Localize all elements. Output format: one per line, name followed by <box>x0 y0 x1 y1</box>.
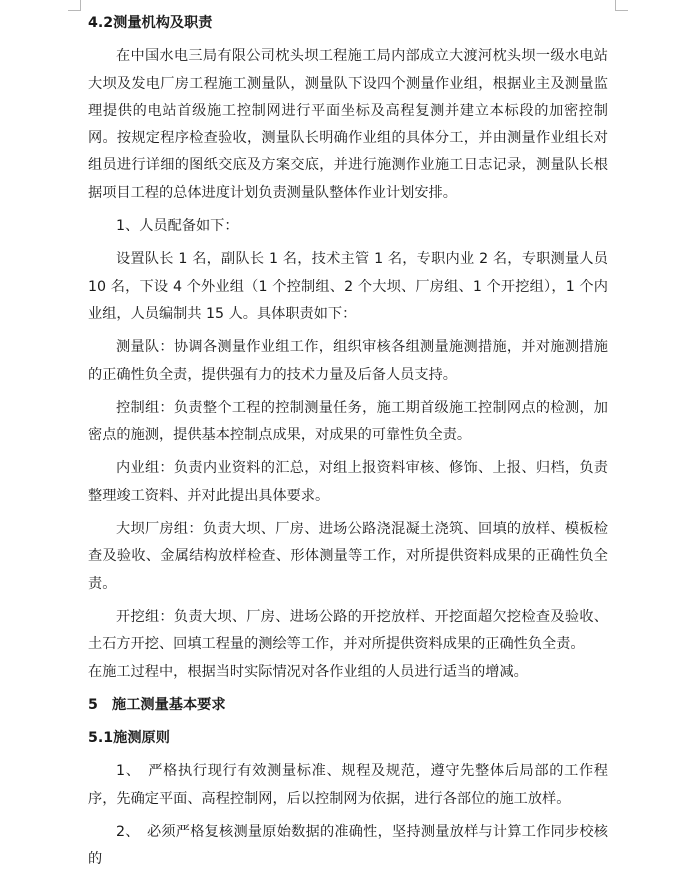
body-paragraph: 开挖组：负责大坝、厂房、进场公路的开挖放样、开挖面超欠挖检查及验收、土石方开挖、回填工程量的测绘等工作，并对所提供资料成果的正确性负全责。 <box>88 608 608 653</box>
section-heading-5: 5 施工测量基本要求 <box>88 696 226 713</box>
body-paragraph: 在中国水电三局有限公司枕头坝工程施工局内部成立大渡河枕头坝一级水电站大坝及发电厂房工程施工测量队，测量队下设四个测量作业组，根据业主及测量监理提供的电站首级施工控制网进行平面坐标及高程复测并建立本标段的加密控制网。按规定程序检查验收，测量队长明确作业组的具体分工，并由测量作业组长对组员进行详细的图纸交底及方案交底，并进行施测作业施工日志记录，测量队长根据项目工程的总体进度计划负责测量队整体作业计划安排。 <box>88 48 608 201</box>
body-paragraph: 2、 必须严格复核测量原始数据的准确性，坚持测量放样与计算工作同步校核的 <box>88 824 608 868</box>
section-heading-5-1: 5.1施测原则 <box>88 730 170 747</box>
margin-corner-mark <box>68 0 81 11</box>
body-paragraph: 在施工过程中，根据当时实际情况对各作业组的人员进行适当的增减。 <box>88 663 528 680</box>
body-paragraph: 测量队：协调各测量作业组工作，组织审核各组测量施测措施，并对施测措施的正确性负全责，提供强有力的技术力量及后备人员支持。 <box>88 339 608 383</box>
body-paragraph: 内业组：负责内业资料的汇总，对组上报资料审核、修饰、上报、归档，负责整理竣工资料、并对此提出具体要求。 <box>88 460 608 504</box>
body-paragraph: 设置队长 1 名，副队长 1 名，技术主管 1 名，专职内业 2 名，专职测量人员 10 名，下设 4 个外业组（1 个控制组、2 个大坝、厂房组、1 个开挖组），1 个内业组，人员编制共 15 人。具体职责如下： <box>88 251 608 322</box>
body-paragraph: 大坝厂房组：负责大坝、厂房、进场公路浇混凝土浇筑、回填的放样、模板检查及验收、金属结构放样检查、形体测量等工作，对所提供资料成果的正确性负全责。 <box>88 521 608 592</box>
body-paragraph: 1、 严格执行现行有效测量标准、规程及规范，遵守先整体后局部的工作程序，先确定平面、高程控制网，后以控制网为依据，进行各部位的施工放样。 <box>88 763 608 807</box>
body-paragraph: 控制组：负责整个工程的控制测量任务，施工期首级施工控制网点的检测，加密点的施测，提供基本控制点成果，对成果的可靠性负全责。 <box>88 399 608 444</box>
list-heading-staffing: 1、人员配备如下： <box>116 218 239 235</box>
section-heading-4-2: 4.2测量机构及职责 <box>88 15 213 31</box>
document-body <box>88 10 608 874</box>
margin-corner-mark <box>615 0 628 11</box>
